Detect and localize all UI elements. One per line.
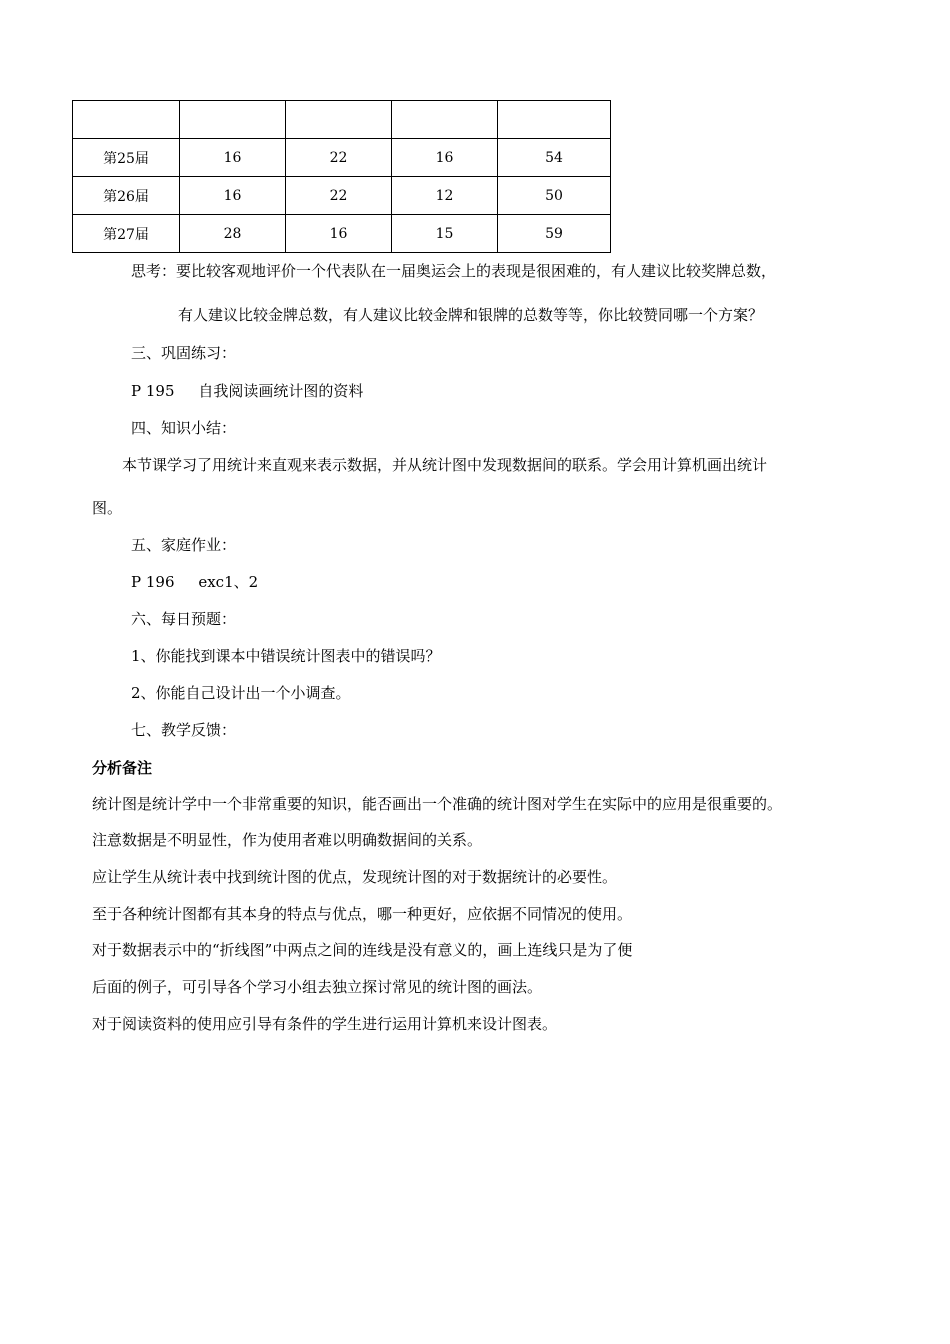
notes-line: 统计图是统计学中一个非常重要的知识，能否画出一个准确的统计图对学生在实际中的应用是很重要的。 [92,795,783,813]
section-6-item-2: 2、你能自己设计出一个小调查。 [131,684,351,702]
table-cell: 第25届 [73,139,180,177]
section-4-text-1: 本节课学习了用统计来直观来表示数据，并从统计图中发现数据间的联系。学会用计算机画出统计 [122,456,768,474]
notes-line: 对于数据表示中的“折线图”中两点之间的连线是没有意义的，画上连线只是为了便 [92,941,633,959]
table-cell [180,101,286,139]
section-5-text: P 196 exc1、2 [131,573,259,591]
section-7-title: 七、教学反馈： [131,721,237,739]
notes-line: 后面的例子，可引导各个学习小组去独立探讨常见的统计图的画法。 [92,978,543,996]
section-4-text-2: 图。 [92,499,123,517]
section-6-item-1: 1、你能找到课本中错误统计图表中的错误吗？ [131,647,441,665]
section-6-title: 六、每日预题： [131,610,237,628]
table-cell [73,101,180,139]
table-row [73,215,611,253]
table-cell: 22 [286,177,392,215]
notes-line: 对于阅读资料的使用应引导有条件的学生进行运用计算机来设计图表。 [92,1015,558,1033]
table-cell: 第26届 [73,177,180,215]
table-cell: 16 [180,139,286,177]
medal-table [72,100,611,253]
notes-line: 至于各种统计图都有其本身的特点与优点，哪一种更好，应依据不同情况的使用。 [92,905,633,923]
table-cell: 12 [392,177,498,215]
table-cell: 28 [180,215,286,253]
table-cell: 22 [286,139,392,177]
section-5-title: 五、家庭作业： [131,536,237,554]
table-cell: 15 [392,215,498,253]
table-cell [392,101,498,139]
table-cell: 50 [498,177,611,215]
table-header-row [73,101,611,139]
section-4-title: 四、知识小结： [131,419,237,437]
notes-line: 应让学生从统计表中找到统计图的优点，发现统计图的对于数据统计的必要性。 [92,868,618,886]
table-cell: 16 [286,215,392,253]
section-3-title: 三、巩固练习： [131,344,237,362]
table-cell [498,101,611,139]
section-3-text: P 195 自我阅读画统计图的资料 [131,382,364,400]
table-cell [286,101,392,139]
think-line-2: 有人建议比较金牌总数，有人建议比较金牌和银牌的总数等等，你比较赞同哪一个方案？ [178,306,764,324]
table-cell: 16 [180,177,286,215]
table-row [73,177,611,215]
table-cell: 第27届 [73,215,180,253]
notes-title: 分析备注 [92,759,153,777]
table-cell: 54 [498,139,611,177]
think-line-1: 思考：要比较客观地评价一个代表队在一届奥运会上的表现是很困难的，有人建议比较奖牌总数， [131,262,777,280]
table-cell: 16 [392,139,498,177]
notes-line: 注意数据是不明显性，作为使用者难以明确数据间的关系。 [92,831,483,849]
table-cell: 59 [498,215,611,253]
table-row [73,139,611,177]
